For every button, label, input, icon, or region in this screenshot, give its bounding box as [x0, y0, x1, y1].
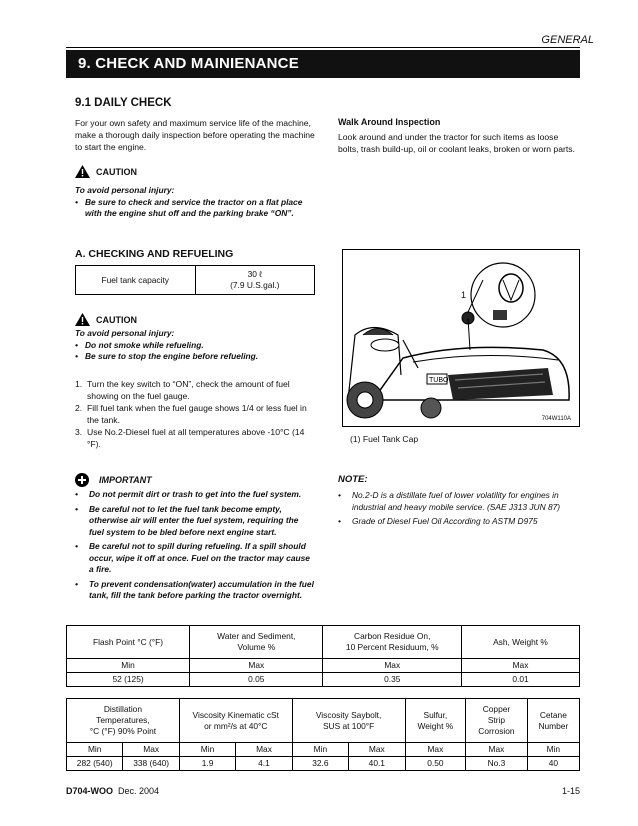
important-list: [75, 489, 315, 602]
figure-caption: (1) Fuel Tank Cap: [350, 434, 419, 444]
table-cell: 282 (540): [67, 757, 123, 771]
step-item: [75, 426, 315, 450]
caution-text-2: [75, 328, 315, 363]
warning-icon: [75, 313, 90, 326]
caution-text-1: [75, 185, 315, 220]
tractor-illustration: [343, 250, 579, 426]
caution-list: [75, 197, 315, 220]
table-header: Viscosity Saybolt, SUS at 100°F: [292, 699, 405, 743]
caution-list: [75, 340, 315, 363]
caution-lead: To avoid personal injury:: [75, 185, 175, 195]
note-item: • Grade of Diesel Fuel Oil According to ASTM D975: [338, 516, 580, 528]
fuel-spec-table-1: [66, 625, 580, 687]
table-subheader: Min: [67, 659, 190, 673]
table-cell: 0.35: [323, 673, 462, 687]
caution-title: CAUTION: [96, 314, 137, 325]
caution-item: • Be sure to stop the engine before refueling.: [75, 351, 315, 363]
walk-around-text: Look around and under the tractor for such items as loose bolts, trash build-up, oil or coolant leaks, broken or worn parts.: [338, 132, 575, 154]
step-text: Fill fuel tank when the fuel gauge shows 1/4 or less fuel in the tank.: [87, 403, 307, 425]
caution-block-2: [75, 313, 137, 326]
caution-block-1: [75, 165, 137, 178]
step-number: 1.: [75, 379, 83, 389]
doc-code: D704-WOO: [66, 786, 114, 796]
fuel-capacity-value: [195, 266, 315, 295]
table-cell: 4.1: [236, 757, 292, 771]
daily-check-heading: 9.1 DAILY CHECK: [75, 97, 172, 109]
note-list: [338, 490, 580, 528]
table-header: Cetane Number: [527, 699, 579, 743]
table-header: Ash, Weight %: [461, 626, 579, 659]
table-subheader: Max: [323, 659, 462, 673]
table-subheader: Max: [466, 743, 528, 757]
table-subheader: Max: [190, 659, 323, 673]
caution-item: • Do not smoke while refueling.: [75, 340, 315, 352]
step-number: 2.: [75, 403, 83, 413]
important-item: • Be careful not to let the fuel tank become empty, otherwise air will enter the fuel system, requiring the fuel system to be bled before next engine start.: [75, 504, 315, 539]
page-number: 1-15: [561, 786, 580, 796]
table-subheader: Min: [527, 743, 579, 757]
table-cell: No.3: [466, 757, 528, 771]
refuel-steps: [75, 378, 315, 450]
table-header: Viscosity Kinematic cSt or mm²/s at 40°C: [179, 699, 292, 743]
step-text: Turn the key switch to “ON”, check the amount of fuel showing on the fuel gauge.: [87, 379, 290, 401]
table-cell: 0.05: [190, 673, 323, 687]
chapter-banner: 9. CHECK AND MAINIENANCE: [66, 50, 580, 78]
important-title: IMPORTANT: [99, 475, 152, 485]
plus-circle-icon: [75, 473, 89, 487]
table-header: Water and Sediment, Volume %: [190, 626, 323, 659]
table-cell: 0.50: [405, 757, 466, 771]
table-cell: 40: [527, 757, 579, 771]
note-title: NOTE:: [338, 474, 368, 485]
doc-date: Dec. 2004: [118, 786, 160, 796]
table-subheader: Max: [236, 743, 292, 757]
footer-doc-info: [66, 786, 159, 796]
refuel-heading: A. CHECKING AND REFUELING: [75, 248, 234, 260]
table-subheader: Min: [292, 743, 348, 757]
important-item: • To prevent condensation(water) accumulation in the fuel tank, fill the tank before parking the tractor overnight.: [75, 579, 315, 602]
table-subheader: Min: [67, 743, 123, 757]
important-item: • Do not permit dirt or trash to get into the fuel system.: [75, 489, 315, 501]
table-subheader: Min: [179, 743, 235, 757]
caution-item: • Be sure to check and service the tractor on a flat place with the engine shut off and the parking brake “ON”.: [75, 197, 315, 220]
step-text: Use No.2-Diesel fuel at all temperatures above -10°C (14 °F).: [87, 427, 305, 449]
step-number: 3.: [75, 427, 83, 437]
table-cell: 338 (640): [123, 757, 179, 771]
fuel-capacity-label: Fuel tank capacity: [76, 266, 196, 295]
table-subheader: Max: [123, 743, 179, 757]
step-item: [75, 378, 315, 402]
warning-icon: [75, 165, 90, 178]
table-subheader: Max: [405, 743, 466, 757]
table-subheader: Max: [349, 743, 405, 757]
daily-check-intro: For your own safety and maximum service life of the machine, make a thorough daily inspection before operating the machine to start the engine.: [75, 118, 315, 152]
table-header: Sulfur, Weight %: [405, 699, 466, 743]
step-item: [75, 402, 315, 426]
figure-code: 704W110A: [541, 416, 571, 422]
note-item: • No.2-D is a distillate fuel of lower volatility for engines in industrial and heavy mobile service. (SAE J313 JUN 87): [338, 490, 580, 513]
table-subheader: Max: [461, 659, 579, 673]
table-header: Flash Point °C (°F): [67, 626, 190, 659]
table-cell: 0.01: [461, 673, 579, 687]
section-header: GENERAL: [541, 34, 594, 46]
table-cell: 52 (125): [67, 673, 190, 687]
table-cell: 40.1: [349, 757, 405, 771]
fuel-capacity-gal: (7.9 U.S.gal.): [230, 280, 280, 290]
table-header: Copper Strip Corrosion: [466, 699, 528, 743]
table-header: Carbon Residue On, 10 Percent Residuum, %: [323, 626, 462, 659]
header-rule: [66, 47, 580, 48]
table-cell: 32.6: [292, 757, 348, 771]
table-cell: 1.9: [179, 757, 235, 771]
fuel-tank-figure: [342, 249, 580, 427]
fuel-capacity-table: [75, 265, 315, 295]
caution-title: CAUTION: [96, 166, 137, 177]
important-item: • Be careful not to spill during refueling. If a spill should occur, wipe it off at once. Fuel on the tractor may cause a fire.: [75, 541, 315, 576]
fuel-capacity-liters: 30 ℓ: [247, 269, 262, 279]
walk-around-heading: Walk Around Inspection: [338, 117, 441, 127]
caution-lead: To avoid personal injury:: [75, 328, 175, 338]
table-header: Distillation Temperatures, °C (°F) 90% Point: [67, 699, 180, 743]
important-block: [75, 473, 152, 487]
brand-logo-text: TUBO: [429, 377, 449, 384]
callout-number: 1: [461, 290, 467, 300]
fuel-spec-table-2: [66, 698, 580, 771]
